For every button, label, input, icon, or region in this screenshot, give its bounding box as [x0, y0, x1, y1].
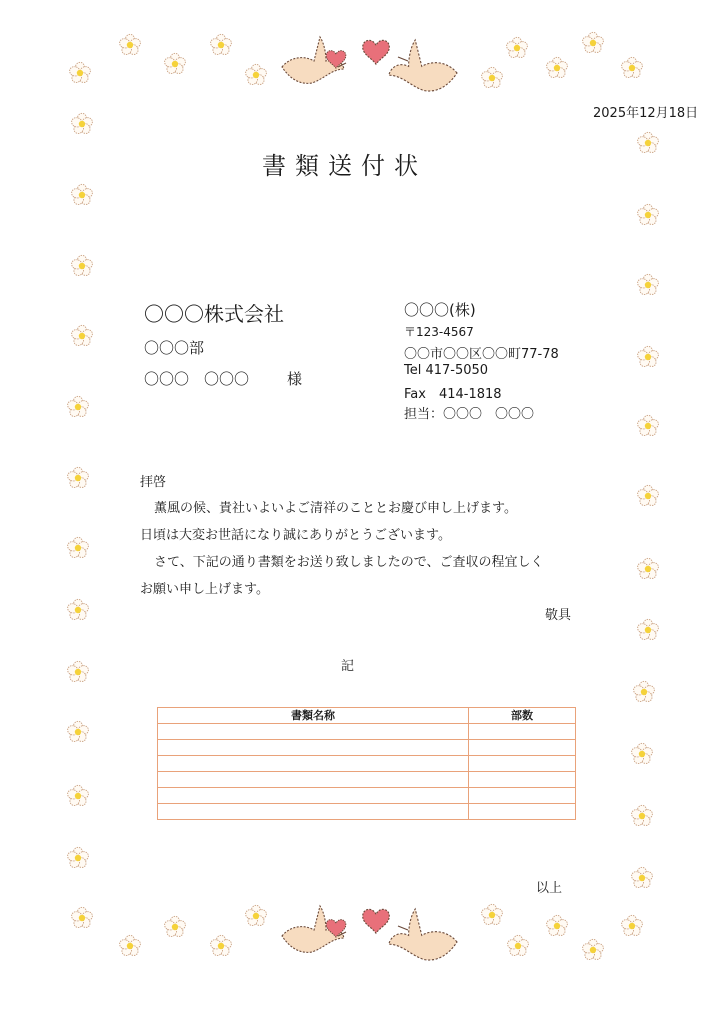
dove-with-heart-icon [272, 896, 472, 966]
table-header-row [158, 708, 576, 724]
flower-icon [630, 804, 654, 828]
recipient-company: 〇〇〇株式会社 [144, 302, 284, 326]
body-line: 日頃は大変お世話になり誠にありがとうございます。 [140, 528, 451, 543]
table-cell[interactable] [158, 788, 469, 804]
table-cell[interactable] [158, 804, 469, 820]
flower-icon [630, 866, 654, 890]
greeting-opening: 拝啓 [140, 475, 167, 490]
table-cell[interactable] [469, 724, 576, 740]
flower-icon [545, 56, 569, 80]
flower-icon [632, 680, 656, 704]
flower-icon [68, 61, 92, 85]
flower-icon [636, 345, 660, 369]
dove-with-heart-icon [272, 27, 472, 97]
flower-icon [505, 36, 529, 60]
date: 2025年12月18日 [593, 106, 699, 121]
flower-icon [66, 536, 90, 560]
flower-icon [209, 33, 233, 57]
flower-icon [66, 784, 90, 808]
table-cell[interactable] [158, 740, 469, 756]
recipient-honorific: 様 [287, 370, 303, 388]
flower-icon [244, 63, 268, 87]
document-title: 書類送付状 [262, 152, 427, 180]
table-row [158, 740, 576, 756]
flower-icon [480, 903, 504, 927]
table-cell[interactable] [469, 804, 576, 820]
flower-icon [636, 131, 660, 155]
header-document-name: 書類名称 [158, 708, 469, 724]
table-row [158, 724, 576, 740]
flower-icon [480, 66, 504, 90]
ijo-closing: 以上 [536, 881, 563, 896]
flower-icon [209, 934, 233, 958]
table-row [158, 804, 576, 820]
ki-heading: 記 [341, 659, 355, 674]
flower-icon [66, 846, 90, 870]
greeting-closing: 敬具 [545, 608, 572, 623]
flower-icon [636, 618, 660, 642]
table-cell[interactable] [469, 788, 576, 804]
table-cell[interactable] [158, 724, 469, 740]
flower-icon [70, 324, 94, 348]
flower-icon [244, 904, 268, 928]
flower-icon [620, 56, 644, 80]
sender-tel: Tel 417-5050 [404, 363, 489, 378]
table-row [158, 756, 576, 772]
flower-icon [118, 33, 142, 57]
flower-icon [70, 254, 94, 278]
sender-company: 〇〇〇(株) [404, 301, 476, 319]
flower-icon [70, 112, 94, 136]
flower-icon [506, 934, 530, 958]
flower-icon [70, 906, 94, 930]
sender-address: 〇〇市〇〇区〇〇町77-78 [404, 347, 559, 362]
recipient-department: 〇〇〇部 [144, 339, 205, 357]
body-line: さて、下記の通り書類をお送り致しましたので、ご査収の程宜しく [154, 555, 544, 570]
table-cell[interactable] [469, 756, 576, 772]
sender-contact: 担当：〇〇〇 〇〇〇 [404, 407, 535, 422]
flower-icon [636, 484, 660, 508]
sender-fax: Fax 414-1818 [404, 387, 502, 402]
flower-icon [66, 395, 90, 419]
header-copies: 部数 [469, 708, 576, 724]
body-line: 薫風の候、貴社いよいよご清祥のこととお慶び申し上げます。 [154, 501, 517, 516]
flower-icon [581, 938, 605, 962]
table-row [158, 788, 576, 804]
flower-icon [545, 914, 569, 938]
table-cell[interactable] [469, 772, 576, 788]
flower-icon [66, 720, 90, 744]
table-cell[interactable] [158, 772, 469, 788]
flower-icon [163, 52, 187, 76]
table-cell[interactable] [469, 740, 576, 756]
flower-icon [66, 598, 90, 622]
body-line: お願い申し上げます。 [140, 582, 269, 597]
flower-icon [118, 934, 142, 958]
sender-postal-code: 〒123-4567 [404, 325, 474, 339]
table-cell[interactable] [158, 756, 469, 772]
flower-icon [620, 914, 644, 938]
document-list-table [157, 707, 576, 820]
flower-icon [66, 660, 90, 684]
flower-icon [70, 183, 94, 207]
flower-icon [630, 742, 654, 766]
flower-icon [636, 203, 660, 227]
recipient-name: 〇〇〇 〇〇〇 [144, 370, 250, 388]
flower-icon [66, 466, 90, 490]
flower-icon [636, 414, 660, 438]
flower-icon [581, 31, 605, 55]
flower-icon [163, 915, 187, 939]
table-row [158, 772, 576, 788]
flower-icon [636, 273, 660, 297]
flower-icon [636, 557, 660, 581]
